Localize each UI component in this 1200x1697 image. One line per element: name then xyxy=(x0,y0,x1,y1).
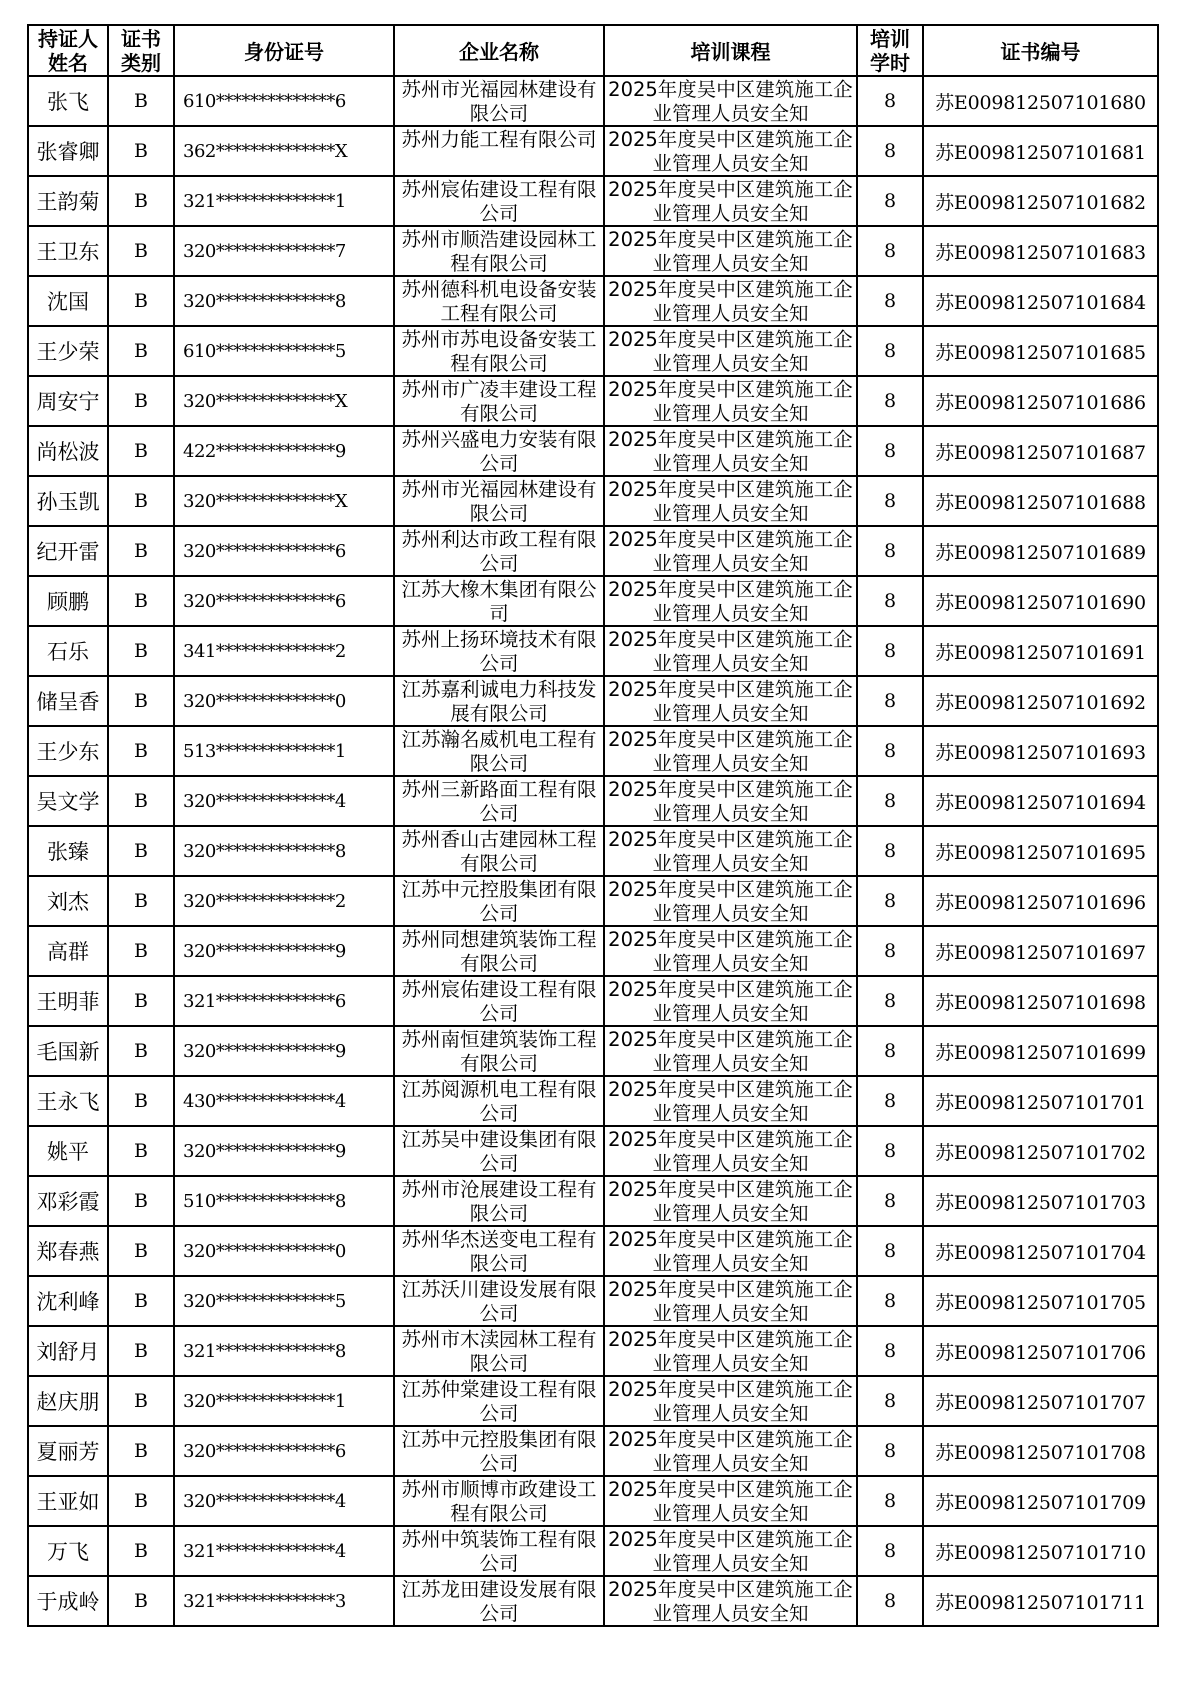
id-number-cell: 430**************4 xyxy=(174,1076,394,1126)
training-course-cell: 2025年度吴中区建筑施工企业管理人员安全知 xyxy=(604,1576,857,1626)
cert-category-cell: B xyxy=(108,1476,174,1526)
holder-name-cell: 刘杰 xyxy=(28,876,108,926)
training-course-cell: 2025年度吴中区建筑施工企业管理人员安全知 xyxy=(604,1526,857,1576)
company-name-cell: 江苏中元控股集团有限公司 xyxy=(394,876,604,926)
holder-name-cell: 高群 xyxy=(28,926,108,976)
training-course-cell: 2025年度吴中区建筑施工企业管理人员安全知 xyxy=(604,326,857,376)
cert-number-cell: 苏E009812507101681 xyxy=(923,126,1158,176)
training-course-cell: 2025年度吴中区建筑施工企业管理人员安全知 xyxy=(604,576,857,626)
id-number-cell: 610**************6 xyxy=(174,76,394,126)
training-hours-cell: 8 xyxy=(857,676,923,726)
cert-number-cell: 苏E009812507101692 xyxy=(923,676,1158,726)
holder-name-cell: 赵庆朋 xyxy=(28,1376,108,1426)
company-name-cell: 江苏沃川建设发展有限公司 xyxy=(394,1276,604,1326)
table-row xyxy=(28,726,1158,776)
training-hours-cell: 8 xyxy=(857,226,923,276)
company-name-cell: 苏州利达市政工程有限公司 xyxy=(394,526,604,576)
training-hours-cell: 8 xyxy=(857,376,923,426)
training-course-cell: 2025年度吴中区建筑施工企业管理人员安全知 xyxy=(604,1276,857,1326)
id-number-cell: 422**************9 xyxy=(174,426,394,476)
cert-number-cell: 苏E009812507101689 xyxy=(923,526,1158,576)
cert-category-cell: B xyxy=(108,476,174,526)
cert-category-cell: B xyxy=(108,1126,174,1176)
cert-number-cell: 苏E009812507101704 xyxy=(923,1226,1158,1276)
id-number-cell: 320**************9 xyxy=(174,1026,394,1076)
training-course-cell: 2025年度吴中区建筑施工企业管理人员安全知 xyxy=(604,1426,857,1476)
id-number-cell: 320**************4 xyxy=(174,776,394,826)
holder-name-cell: 王少东 xyxy=(28,726,108,776)
training-hours-cell: 8 xyxy=(857,576,923,626)
training-course-cell: 2025年度吴中区建筑施工企业管理人员安全知 xyxy=(604,626,857,676)
company-name-cell: 苏州兴盛电力安装有限公司 xyxy=(394,426,604,476)
training-course-cell: 2025年度吴中区建筑施工企业管理人员安全知 xyxy=(604,1226,857,1276)
table-row xyxy=(28,1026,1158,1076)
company-name-cell: 江苏嘉利诚电力科技发展有限公司 xyxy=(394,676,604,726)
cert-number-cell: 苏E009812507101711 xyxy=(923,1576,1158,1626)
cert-number-cell: 苏E009812507101688 xyxy=(923,476,1158,526)
table-row xyxy=(28,426,1158,476)
holder-name-cell: 沈国 xyxy=(28,276,108,326)
company-name-cell: 苏州力能工程有限公司 xyxy=(394,126,604,176)
cert-category-cell: B xyxy=(108,1576,174,1626)
company-name-cell: 江苏吴中建设集团有限公司 xyxy=(394,1126,604,1176)
cert-category-cell: B xyxy=(108,326,174,376)
cert-category-cell: B xyxy=(108,576,174,626)
table-row xyxy=(28,1376,1158,1426)
holder-name-cell: 顾鹏 xyxy=(28,576,108,626)
holder-name-cell: 姚平 xyxy=(28,1126,108,1176)
id-number-cell: 341**************2 xyxy=(174,626,394,676)
table-row xyxy=(28,1476,1158,1526)
cert-category-cell: B xyxy=(108,1226,174,1276)
table-row xyxy=(28,826,1158,876)
holder-name-cell: 张睿卿 xyxy=(28,126,108,176)
table-row xyxy=(28,76,1158,126)
holder-name-cell: 张飞 xyxy=(28,76,108,126)
holder-name-cell: 纪开雷 xyxy=(28,526,108,576)
id-number-cell: 320**************7 xyxy=(174,226,394,276)
table-row xyxy=(28,1076,1158,1126)
training-course-cell: 2025年度吴中区建筑施工企业管理人员安全知 xyxy=(604,826,857,876)
holder-name-cell: 王卫东 xyxy=(28,226,108,276)
id-number-cell: 320**************1 xyxy=(174,1376,394,1426)
cert-category-cell: B xyxy=(108,776,174,826)
cert-category-cell: B xyxy=(108,1276,174,1326)
company-name-cell: 苏州上扬环境技术有限公司 xyxy=(394,626,604,676)
training-hours-cell: 8 xyxy=(857,626,923,676)
cert-number-cell: 苏E009812507101708 xyxy=(923,1426,1158,1476)
table-row xyxy=(28,326,1158,376)
holder-name-cell: 石乐 xyxy=(28,626,108,676)
table-row xyxy=(28,876,1158,926)
cert-number-cell: 苏E009812507101697 xyxy=(923,926,1158,976)
header-cert-number: 证书编号 xyxy=(923,25,1158,76)
holder-name-cell: 万飞 xyxy=(28,1526,108,1576)
training-hours-cell: 8 xyxy=(857,926,923,976)
training-hours-cell: 8 xyxy=(857,1026,923,1076)
table-body xyxy=(28,76,1158,1626)
holder-name-cell: 郑春燕 xyxy=(28,1226,108,1276)
holder-name-cell: 周安宁 xyxy=(28,376,108,426)
training-course-cell: 2025年度吴中区建筑施工企业管理人员安全知 xyxy=(604,1126,857,1176)
table-header-row xyxy=(28,25,1158,76)
cert-number-cell: 苏E009812507101696 xyxy=(923,876,1158,926)
id-number-cell: 320**************6 xyxy=(174,576,394,626)
table-row xyxy=(28,1576,1158,1626)
holder-name-cell: 尚松波 xyxy=(28,426,108,476)
holder-name-cell: 夏丽芳 xyxy=(28,1426,108,1476)
training-hours-cell: 8 xyxy=(857,76,923,126)
cert-category-cell: B xyxy=(108,676,174,726)
company-name-cell: 苏州市木渎园林工程有限公司 xyxy=(394,1326,604,1376)
company-name-cell: 苏州华杰送变电工程有限公司 xyxy=(394,1226,604,1276)
cert-number-cell: 苏E009812507101693 xyxy=(923,726,1158,776)
training-course-cell: 2025年度吴中区建筑施工企业管理人员安全知 xyxy=(604,1376,857,1426)
holder-name-cell: 王亚如 xyxy=(28,1476,108,1526)
training-course-cell: 2025年度吴中区建筑施工企业管理人员安全知 xyxy=(604,176,857,226)
company-name-cell: 苏州市顺浩建设园林工程有限公司 xyxy=(394,226,604,276)
holder-name-cell: 王明菲 xyxy=(28,976,108,1026)
cert-number-cell: 苏E009812507101707 xyxy=(923,1376,1158,1426)
training-hours-cell: 8 xyxy=(857,426,923,476)
id-number-cell: 320**************2 xyxy=(174,876,394,926)
holder-name-cell: 张臻 xyxy=(28,826,108,876)
training-hours-cell: 8 xyxy=(857,176,923,226)
company-name-cell: 苏州中筑装饰工程有限公司 xyxy=(394,1526,604,1576)
cert-category-cell: B xyxy=(108,876,174,926)
holder-name-cell: 王少荣 xyxy=(28,326,108,376)
table-row xyxy=(28,1226,1158,1276)
training-hours-cell: 8 xyxy=(857,726,923,776)
cert-category-cell: B xyxy=(108,976,174,1026)
company-name-cell: 苏州市广凌丰建设工程有限公司 xyxy=(394,376,604,426)
cert-category-cell: B xyxy=(108,826,174,876)
id-number-cell: 320**************9 xyxy=(174,1126,394,1176)
cert-number-cell: 苏E009812507101683 xyxy=(923,226,1158,276)
id-number-cell: 320**************6 xyxy=(174,1426,394,1476)
id-number-cell: 320**************8 xyxy=(174,826,394,876)
training-hours-cell: 8 xyxy=(857,1076,923,1126)
cert-number-cell: 苏E009812507101686 xyxy=(923,376,1158,426)
id-number-cell: 320**************0 xyxy=(174,1226,394,1276)
table-row xyxy=(28,676,1158,726)
cert-number-cell: 苏E009812507101684 xyxy=(923,276,1158,326)
cert-category-cell: B xyxy=(108,176,174,226)
header-training-hours: 培训 学时 xyxy=(857,25,923,76)
cert-number-cell: 苏E009812507101699 xyxy=(923,1026,1158,1076)
company-name-cell: 苏州市光福园林建设有限公司 xyxy=(394,76,604,126)
company-name-cell: 江苏龙田建设发展有限公司 xyxy=(394,1576,604,1626)
company-name-cell: 苏州宸佑建设工程有限公司 xyxy=(394,176,604,226)
cert-category-cell: B xyxy=(108,1176,174,1226)
cert-category-cell: B xyxy=(108,1526,174,1576)
table-row xyxy=(28,126,1158,176)
id-number-cell: 321**************1 xyxy=(174,176,394,226)
header-id-number: 身份证号 xyxy=(174,25,394,76)
certificate-table xyxy=(27,24,1159,1627)
id-number-cell: 321**************8 xyxy=(174,1326,394,1376)
cert-number-cell: 苏E009812507101701 xyxy=(923,1076,1158,1126)
table-row xyxy=(28,276,1158,326)
training-hours-cell: 8 xyxy=(857,1426,923,1476)
company-name-cell: 苏州市光福园林建设有限公司 xyxy=(394,476,604,526)
company-name-cell: 苏州市顺博市政建设工程有限公司 xyxy=(394,1476,604,1526)
company-name-cell: 江苏仲棠建设工程有限公司 xyxy=(394,1376,604,1426)
id-number-cell: 321**************3 xyxy=(174,1576,394,1626)
training-hours-cell: 8 xyxy=(857,1576,923,1626)
cert-category-cell: B xyxy=(108,126,174,176)
training-hours-cell: 8 xyxy=(857,276,923,326)
training-course-cell: 2025年度吴中区建筑施工企业管理人员安全知 xyxy=(604,76,857,126)
training-hours-cell: 8 xyxy=(857,326,923,376)
training-hours-cell: 8 xyxy=(857,776,923,826)
cert-category-cell: B xyxy=(108,226,174,276)
table-row xyxy=(28,976,1158,1026)
header-holder-name: 持证人 姓名 xyxy=(28,25,108,76)
training-course-cell: 2025年度吴中区建筑施工企业管理人员安全知 xyxy=(604,1076,857,1126)
training-course-cell: 2025年度吴中区建筑施工企业管理人员安全知 xyxy=(604,1326,857,1376)
company-name-cell: 苏州德科机电设备安装工程有限公司 xyxy=(394,276,604,326)
training-hours-cell: 8 xyxy=(857,1126,923,1176)
table-row xyxy=(28,626,1158,676)
cert-category-cell: B xyxy=(108,1326,174,1376)
company-name-cell: 苏州香山古建园林工程有限公司 xyxy=(394,826,604,876)
training-course-cell: 2025年度吴中区建筑施工企业管理人员安全知 xyxy=(604,126,857,176)
cert-category-cell: B xyxy=(108,1426,174,1476)
id-number-cell: 320**************0 xyxy=(174,676,394,726)
cert-category-cell: B xyxy=(108,926,174,976)
training-hours-cell: 8 xyxy=(857,876,923,926)
cert-number-cell: 苏E009812507101698 xyxy=(923,976,1158,1026)
holder-name-cell: 于成岭 xyxy=(28,1576,108,1626)
cert-category-cell: B xyxy=(108,1376,174,1426)
holder-name-cell: 吴文学 xyxy=(28,776,108,826)
training-hours-cell: 8 xyxy=(857,1226,923,1276)
cert-number-cell: 苏E009812507101690 xyxy=(923,576,1158,626)
holder-name-cell: 沈利峰 xyxy=(28,1276,108,1326)
training-course-cell: 2025年度吴中区建筑施工企业管理人员安全知 xyxy=(604,876,857,926)
holder-name-cell: 王韵菊 xyxy=(28,176,108,226)
training-course-cell: 2025年度吴中区建筑施工企业管理人员安全知 xyxy=(604,526,857,576)
id-number-cell: 320**************5 xyxy=(174,1276,394,1326)
cert-number-cell: 苏E009812507101687 xyxy=(923,426,1158,476)
cert-number-cell: 苏E009812507101706 xyxy=(923,1326,1158,1376)
id-number-cell: 320**************4 xyxy=(174,1476,394,1526)
cert-number-cell: 苏E009812507101685 xyxy=(923,326,1158,376)
training-course-cell: 2025年度吴中区建筑施工企业管理人员安全知 xyxy=(604,1026,857,1076)
training-course-cell: 2025年度吴中区建筑施工企业管理人员安全知 xyxy=(604,726,857,776)
cert-category-cell: B xyxy=(108,376,174,426)
cert-category-cell: B xyxy=(108,276,174,326)
id-number-cell: 320**************X xyxy=(174,376,394,426)
id-number-cell: 362**************X xyxy=(174,126,394,176)
holder-name-cell: 储呈香 xyxy=(28,676,108,726)
training-hours-cell: 8 xyxy=(857,1376,923,1426)
holder-name-cell: 孙玉凯 xyxy=(28,476,108,526)
company-name-cell: 苏州南恒建筑装饰工程有限公司 xyxy=(394,1026,604,1076)
training-course-cell: 2025年度吴中区建筑施工企业管理人员安全知 xyxy=(604,976,857,1026)
training-hours-cell: 8 xyxy=(857,826,923,876)
company-name-cell: 江苏中元控股集团有限公司 xyxy=(394,1426,604,1476)
id-number-cell: 321**************4 xyxy=(174,1526,394,1576)
table-row xyxy=(28,1176,1158,1226)
company-name-cell: 苏州市苏电设备安装工程有限公司 xyxy=(394,326,604,376)
certificate-table-sheet xyxy=(27,24,1159,1627)
holder-name-cell: 刘舒月 xyxy=(28,1326,108,1376)
cert-category-cell: B xyxy=(108,76,174,126)
cert-category-cell: B xyxy=(108,526,174,576)
company-name-cell: 苏州三新路面工程有限公司 xyxy=(394,776,604,826)
header-cert-category: 证书 类别 xyxy=(108,25,174,76)
cert-number-cell: 苏E009812507101705 xyxy=(923,1276,1158,1326)
cert-category-cell: B xyxy=(108,626,174,676)
table-row xyxy=(28,576,1158,626)
training-hours-cell: 8 xyxy=(857,476,923,526)
cert-number-cell: 苏E009812507101695 xyxy=(923,826,1158,876)
id-number-cell: 320**************9 xyxy=(174,926,394,976)
training-hours-cell: 8 xyxy=(857,126,923,176)
cert-number-cell: 苏E009812507101710 xyxy=(923,1526,1158,1576)
training-hours-cell: 8 xyxy=(857,1276,923,1326)
table-row xyxy=(28,376,1158,426)
training-course-cell: 2025年度吴中区建筑施工企业管理人员安全知 xyxy=(604,1176,857,1226)
cert-category-cell: B xyxy=(108,426,174,476)
cert-number-cell: 苏E009812507101680 xyxy=(923,76,1158,126)
cert-number-cell: 苏E009812507101702 xyxy=(923,1126,1158,1176)
id-number-cell: 510**************8 xyxy=(174,1176,394,1226)
company-name-cell: 江苏阅源机电工程有限公司 xyxy=(394,1076,604,1126)
training-course-cell: 2025年度吴中区建筑施工企业管理人员安全知 xyxy=(604,376,857,426)
training-hours-cell: 8 xyxy=(857,526,923,576)
training-course-cell: 2025年度吴中区建筑施工企业管理人员安全知 xyxy=(604,426,857,476)
company-name-cell: 江苏瀚名威机电工程有限公司 xyxy=(394,726,604,776)
training-course-cell: 2025年度吴中区建筑施工企业管理人员安全知 xyxy=(604,276,857,326)
training-course-cell: 2025年度吴中区建筑施工企业管理人员安全知 xyxy=(604,776,857,826)
table-row xyxy=(28,1526,1158,1576)
table-row xyxy=(28,926,1158,976)
table-row xyxy=(28,1326,1158,1376)
id-number-cell: 321**************6 xyxy=(174,976,394,1026)
training-course-cell: 2025年度吴中区建筑施工企业管理人员安全知 xyxy=(604,676,857,726)
cert-number-cell: 苏E009812507101709 xyxy=(923,1476,1158,1526)
company-name-cell: 苏州同想建筑装饰工程有限公司 xyxy=(394,926,604,976)
training-hours-cell: 8 xyxy=(857,1526,923,1576)
table-row xyxy=(28,1426,1158,1476)
header-training-course: 培训课程 xyxy=(604,25,857,76)
training-hours-cell: 8 xyxy=(857,976,923,1026)
cert-number-cell: 苏E009812507101682 xyxy=(923,176,1158,226)
table-row xyxy=(28,476,1158,526)
training-course-cell: 2025年度吴中区建筑施工企业管理人员安全知 xyxy=(604,476,857,526)
header-company-name: 企业名称 xyxy=(394,25,604,76)
id-number-cell: 513**************1 xyxy=(174,726,394,776)
table-row xyxy=(28,526,1158,576)
table-row xyxy=(28,226,1158,276)
holder-name-cell: 邓彩霞 xyxy=(28,1176,108,1226)
cert-number-cell: 苏E009812507101703 xyxy=(923,1176,1158,1226)
id-number-cell: 320**************X xyxy=(174,476,394,526)
training-course-cell: 2025年度吴中区建筑施工企业管理人员安全知 xyxy=(604,226,857,276)
id-number-cell: 320**************6 xyxy=(174,526,394,576)
company-name-cell: 苏州市沧展建设工程有限公司 xyxy=(394,1176,604,1226)
training-hours-cell: 8 xyxy=(857,1326,923,1376)
cert-category-cell: B xyxy=(108,726,174,776)
training-course-cell: 2025年度吴中区建筑施工企业管理人员安全知 xyxy=(604,926,857,976)
id-number-cell: 320**************8 xyxy=(174,276,394,326)
training-hours-cell: 8 xyxy=(857,1176,923,1226)
cert-number-cell: 苏E009812507101691 xyxy=(923,626,1158,676)
training-hours-cell: 8 xyxy=(857,1476,923,1526)
cert-category-cell: B xyxy=(108,1026,174,1076)
id-number-cell: 610**************5 xyxy=(174,326,394,376)
table-row xyxy=(28,776,1158,826)
table-row xyxy=(28,1276,1158,1326)
holder-name-cell: 王永飞 xyxy=(28,1076,108,1126)
training-course-cell: 2025年度吴中区建筑施工企业管理人员安全知 xyxy=(604,1476,857,1526)
company-name-cell: 江苏大橡木集团有限公司 xyxy=(394,576,604,626)
table-row xyxy=(28,1126,1158,1176)
holder-name-cell: 毛国新 xyxy=(28,1026,108,1076)
company-name-cell: 苏州宸佑建设工程有限公司 xyxy=(394,976,604,1026)
cert-category-cell: B xyxy=(108,1076,174,1126)
cert-number-cell: 苏E009812507101694 xyxy=(923,776,1158,826)
table-row xyxy=(28,176,1158,226)
